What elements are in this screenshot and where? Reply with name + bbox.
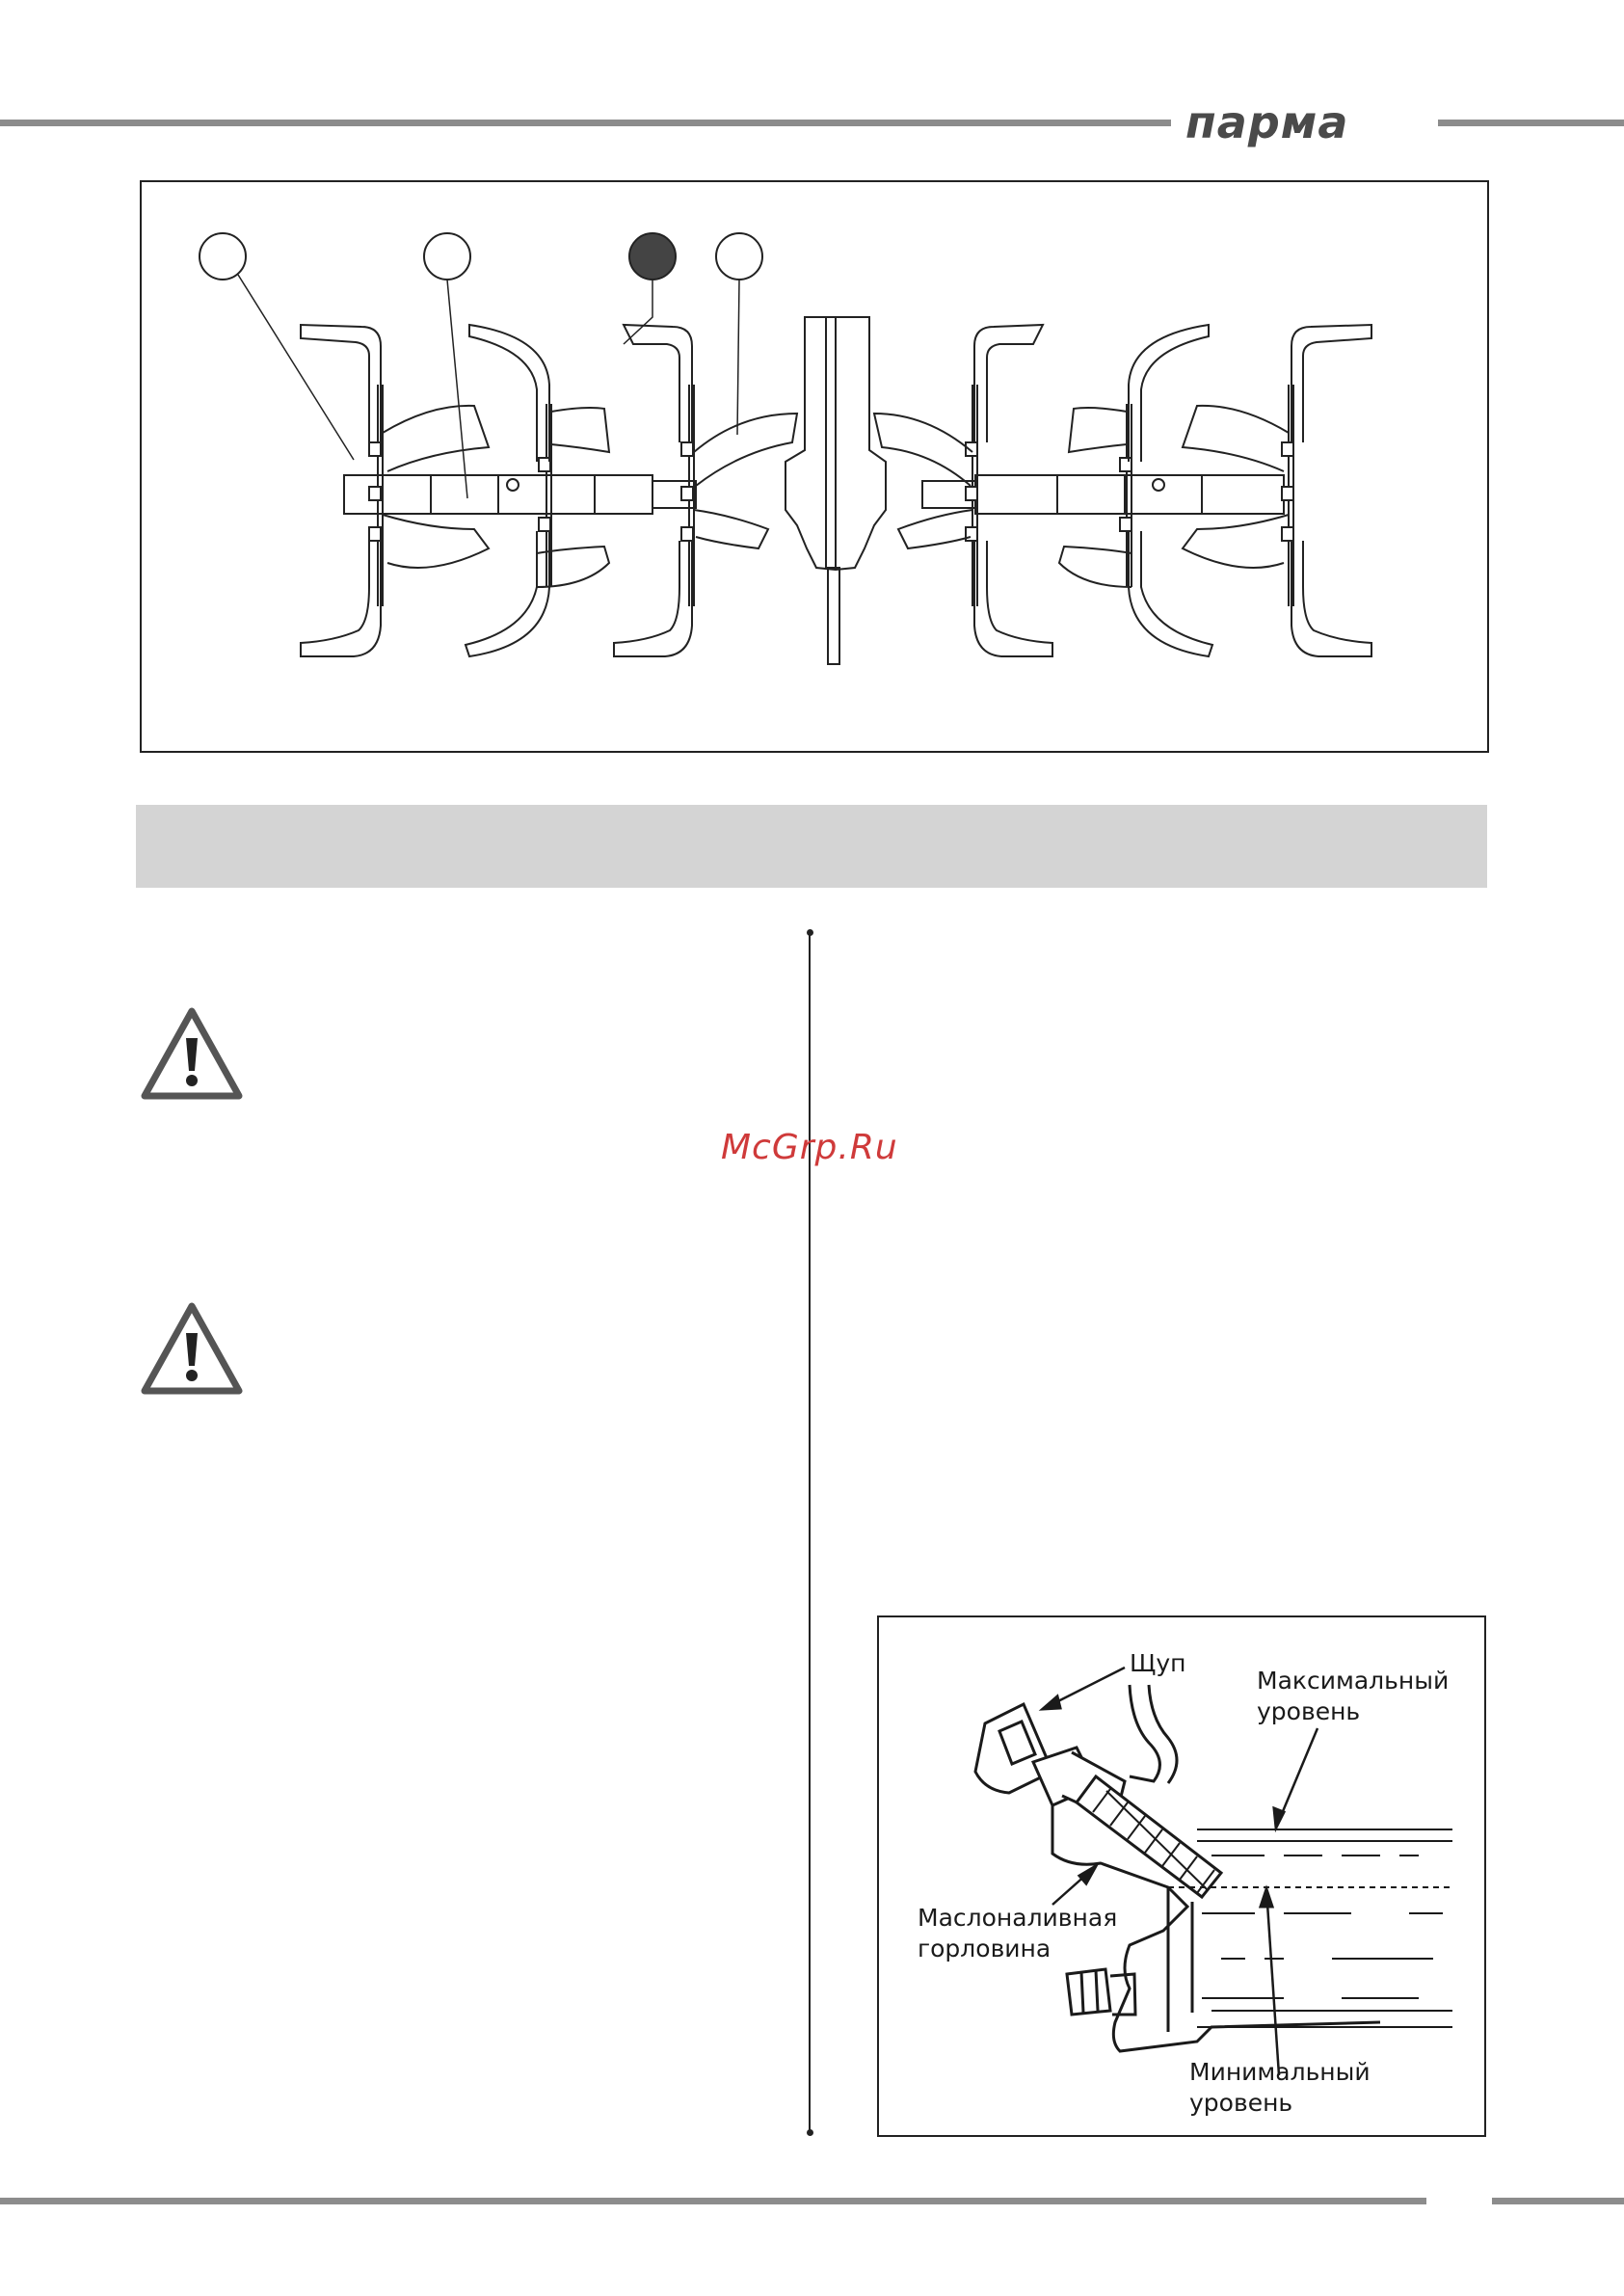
header-rule-left	[0, 120, 1171, 126]
dipstick-label: Щуп	[1130, 1649, 1186, 1677]
min-level-label-line1: Минимальный	[1189, 2058, 1371, 2086]
tiller-diagram	[142, 182, 1487, 751]
divider-bottom-dot	[807, 2129, 813, 2136]
callout-2	[424, 233, 470, 280]
header-rule-right	[1438, 120, 1624, 126]
callout-1	[200, 233, 246, 280]
tiller-figure-frame	[140, 180, 1489, 753]
brand-logo: парма	[1185, 96, 1349, 148]
oil-level-figure-frame	[877, 1615, 1486, 2137]
max-level-label-line2: уровень	[1257, 1697, 1361, 1725]
max-level-label-line1: Максимальный	[1257, 1667, 1450, 1695]
warning-triangle-icon	[139, 1005, 245, 1104]
footer-rule-left	[0, 2198, 1426, 2204]
column-divider	[809, 933, 811, 2132]
footer-rule-right	[1492, 2198, 1624, 2204]
callout-3	[629, 233, 676, 280]
warning-triangle-icon	[139, 1300, 245, 1399]
section-heading-band	[136, 805, 1487, 888]
filler-neck-label-line1: Маслоналивная	[918, 1904, 1118, 1932]
min-level-label-line2: уровень	[1189, 2089, 1293, 2117]
callout-4	[716, 233, 762, 280]
watermark: McGrp.Ru	[721, 1128, 898, 1167]
filler-neck-label-line2: горловина	[918, 1935, 1052, 1962]
